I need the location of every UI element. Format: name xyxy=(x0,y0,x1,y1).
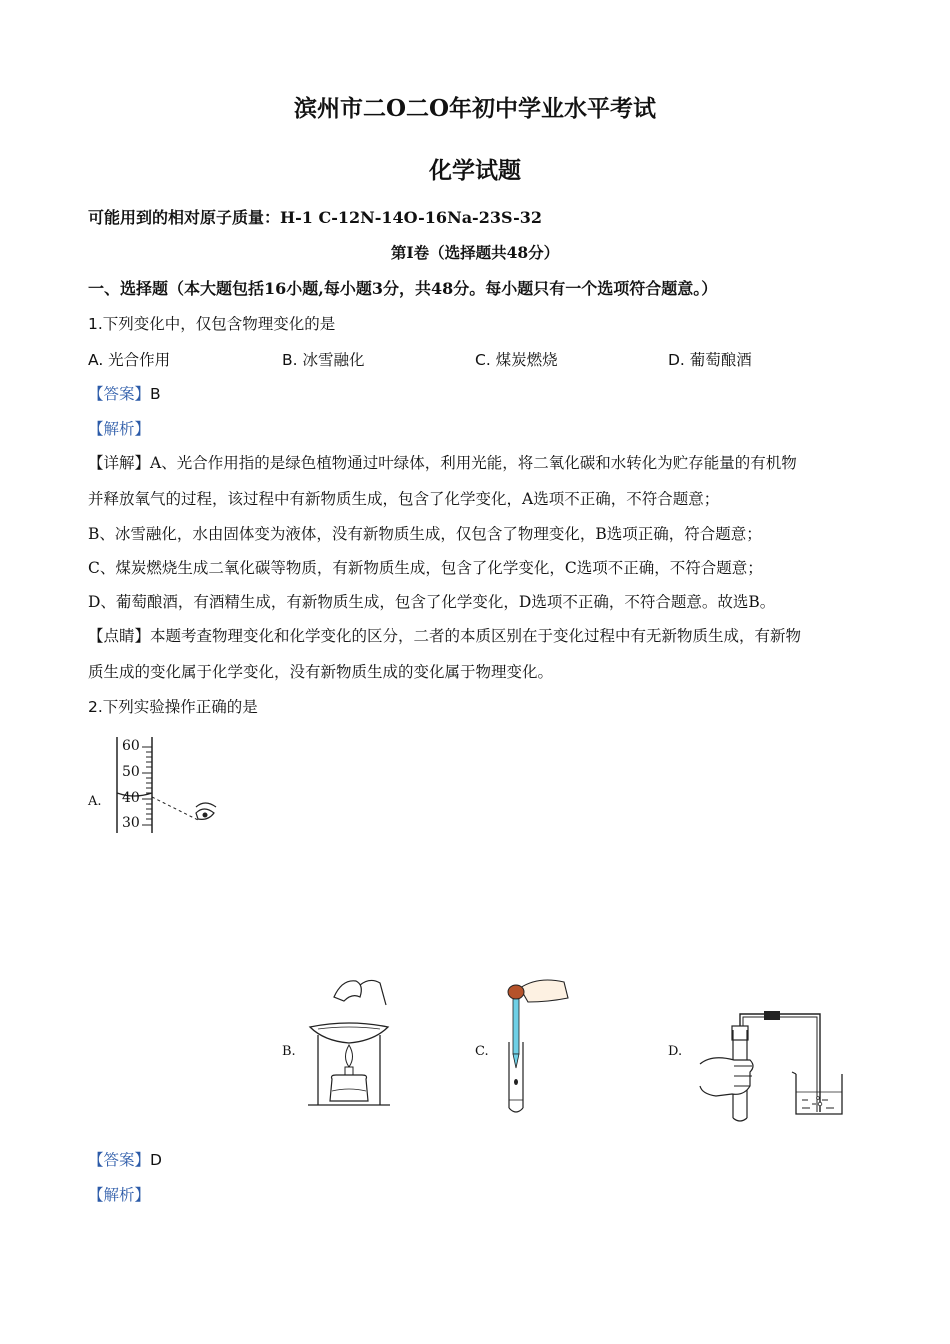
atomic-masses: 可能用到的相对原子质量：H-1 C-12N-14O-16Na-23S-32 xyxy=(88,208,543,227)
answer-tag: 【答案】 xyxy=(88,1151,151,1169)
q1-option-c: C. 煤炭燃烧 xyxy=(475,351,558,369)
page-subtitle: 化学试题 xyxy=(429,157,521,184)
figure-d-airtightness xyxy=(692,1000,852,1122)
answer-value: D xyxy=(150,1151,162,1169)
volume-heading: 第I卷（选择题共48分） xyxy=(390,243,560,262)
q1-detail-line-4: C、煤炭燃烧生成二氧化碳等物质，有新物质生成，包含了化学变化，C选项不正确，不符合题意； xyxy=(88,559,763,577)
q1-detail-line-3: B、冰雪融化，水由固体变为液体，没有新物质生成，仅包含了物理变化，B选项正确，符合题意； xyxy=(88,525,762,543)
q1-option-a: A. 光合作用 xyxy=(88,351,171,369)
answer-tag: 【答案】 xyxy=(88,385,151,403)
cylinder-tick-60: 60 xyxy=(122,738,140,754)
analysis-tag: 【解析】 xyxy=(88,420,151,438)
figure-c-dropper xyxy=(498,972,578,1117)
q1-comment-line-2: 质生成的变化属于化学变化，没有新物质生成的变化属于物理变化。 xyxy=(88,663,554,681)
q2-analysis xyxy=(88,1184,150,1206)
q1-answer xyxy=(88,383,161,405)
q1-detail-line-2: 并释放氧气的过程，该过程中有新物质生成，包含了化学变化，A选项不正确，不符合题意； xyxy=(88,490,720,508)
detail-text: A、光合作用指的是绿色植物通过叶绿体，利用光能，将二氧化碳和水转化为贮存能量的有机物 xyxy=(150,454,797,472)
figure-c-label: C. xyxy=(475,1044,489,1059)
cylinder-tick-50: 50 xyxy=(122,764,140,780)
q2-answer xyxy=(88,1149,162,1171)
page-title: 滨州市二O二O年初中学业水平考试 xyxy=(293,95,657,122)
question-2-stem: 2.下列实验操作正确的是 xyxy=(88,698,258,716)
q1-detail-line-5: D、葡萄酿酒，有酒精生成，有新物质生成，包含了化学变化，D选项不正确，不符合题意。故选B。 xyxy=(88,593,776,611)
q1-comment-line-1 xyxy=(88,625,801,647)
figure-b-label: B. xyxy=(282,1044,296,1059)
section-heading: 一、选择题（本大题包括16小题,每小题3分，共48分。每小题只有一个选项符合题意。） xyxy=(88,279,718,298)
comment-text: 本题考查物理变化和化学变化的区分，二者的本质区别在于变化过程中有无新物质生成，有新物 xyxy=(150,627,802,645)
cylinder-tick-40: 40 xyxy=(122,790,140,806)
comment-tag: 【点睛】 xyxy=(88,627,151,645)
answer-value: B xyxy=(150,385,161,403)
figure-d-label: D. xyxy=(668,1044,683,1059)
detail-tag: 【详解】 xyxy=(88,454,151,472)
q1-option-b: B. 冰雪融化 xyxy=(282,351,365,369)
q1-analysis xyxy=(88,418,150,440)
figure-b-evaporation xyxy=(304,975,394,1110)
q1-option-d: D. 葡萄酿酒 xyxy=(668,351,752,369)
analysis-tag: 【解析】 xyxy=(88,1186,151,1204)
figure-a-label: A. xyxy=(88,794,102,809)
q1-detail-line-1 xyxy=(88,452,797,474)
question-1-stem: 1.下列变化中，仅包含物理变化的是 xyxy=(88,315,336,333)
cylinder-tick-30: 30 xyxy=(122,815,140,831)
